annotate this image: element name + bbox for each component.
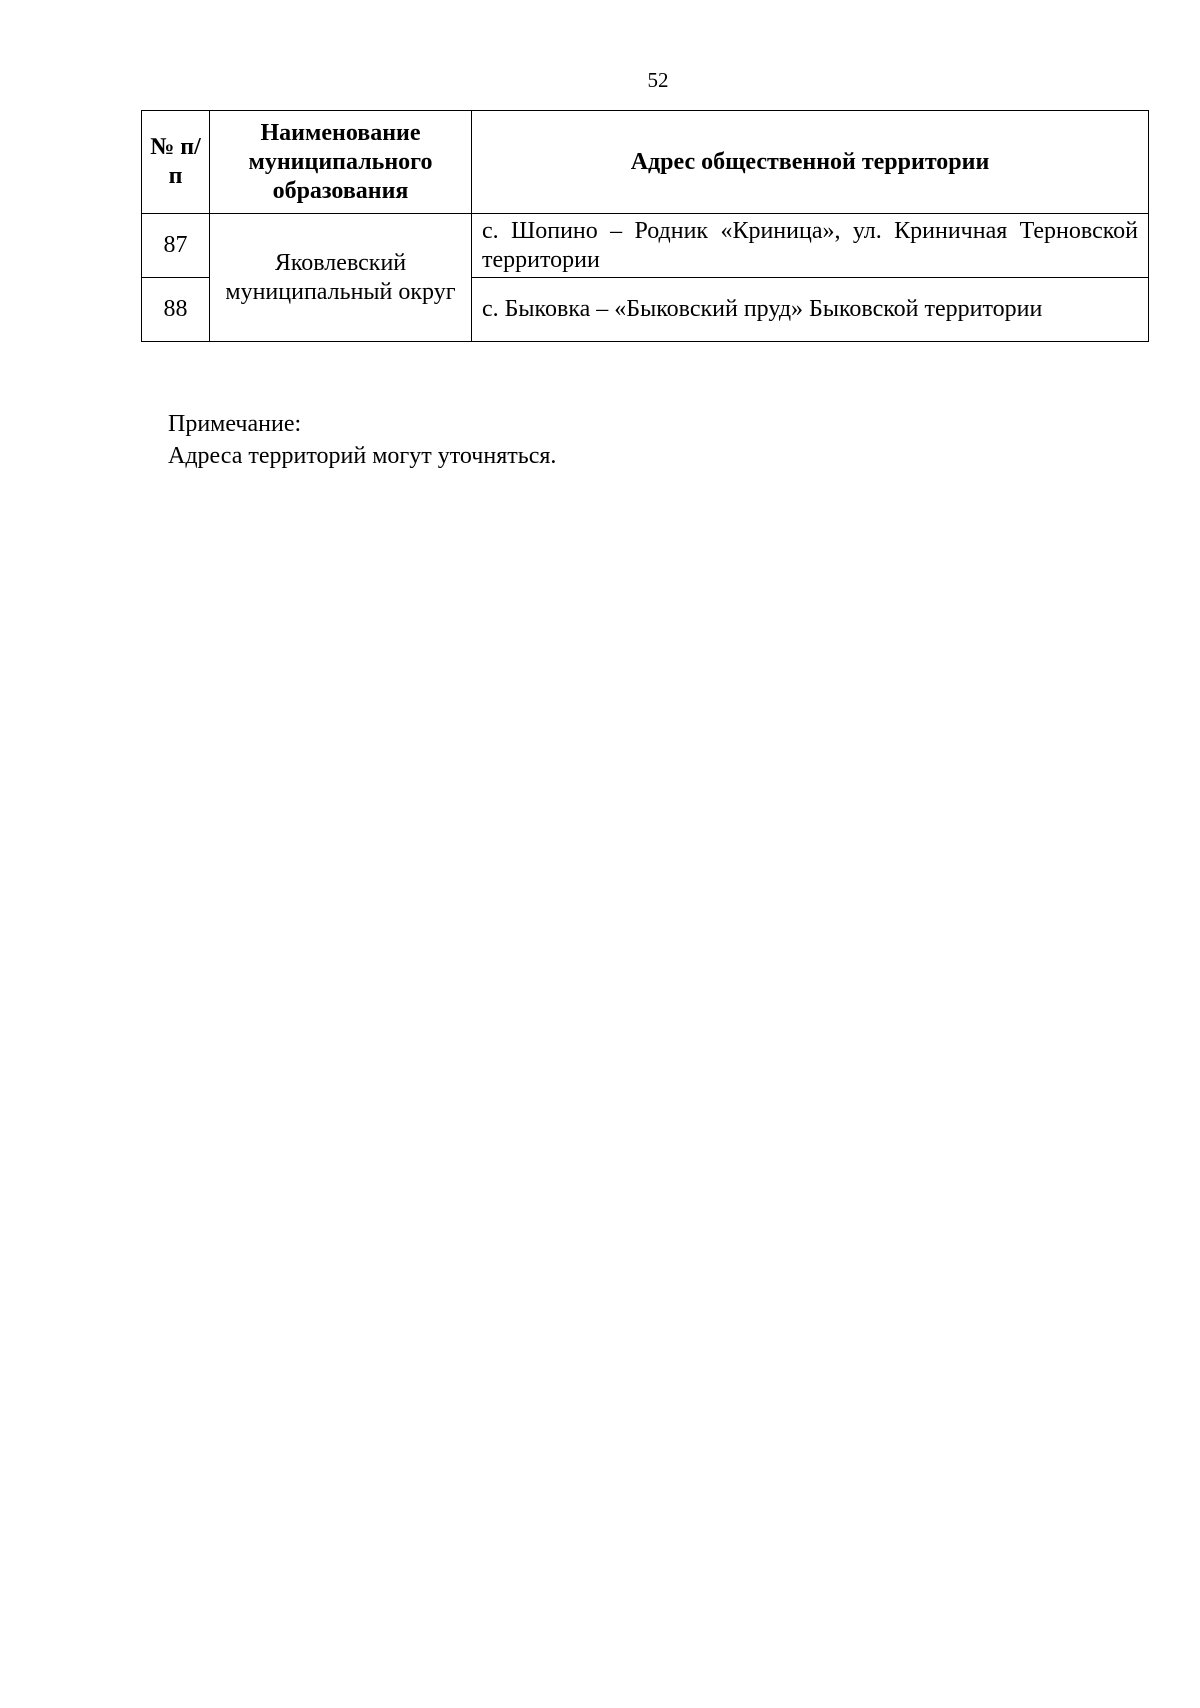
row-number: 88 bbox=[142, 278, 210, 342]
page-number: 52 bbox=[647, 68, 669, 92]
address-cell: с. Шопино – Родник «Криница», ул. Криничная Терновской территории bbox=[472, 214, 1149, 278]
table-header bbox=[142, 111, 1149, 214]
territories-table bbox=[141, 110, 1149, 342]
municipality-cell: Яковлевский муниципальный округ bbox=[210, 214, 472, 342]
header-municipality: Наименование муниципального образования bbox=[210, 111, 472, 214]
table-row bbox=[142, 214, 1149, 278]
note-block bbox=[168, 408, 556, 472]
header-row bbox=[142, 111, 1149, 214]
table-body bbox=[142, 214, 1149, 342]
address-cell: с. Быковка – «Быковский пруд» Быковской территории bbox=[472, 278, 1149, 342]
note-text: Адреса территорий могут уточняться. bbox=[168, 443, 557, 469]
header-num: № п/п bbox=[142, 111, 210, 214]
header-address: Адрес общественной территории bbox=[472, 111, 1149, 214]
row-number: 87 bbox=[142, 214, 210, 278]
note-title: Примечание: bbox=[168, 411, 302, 437]
